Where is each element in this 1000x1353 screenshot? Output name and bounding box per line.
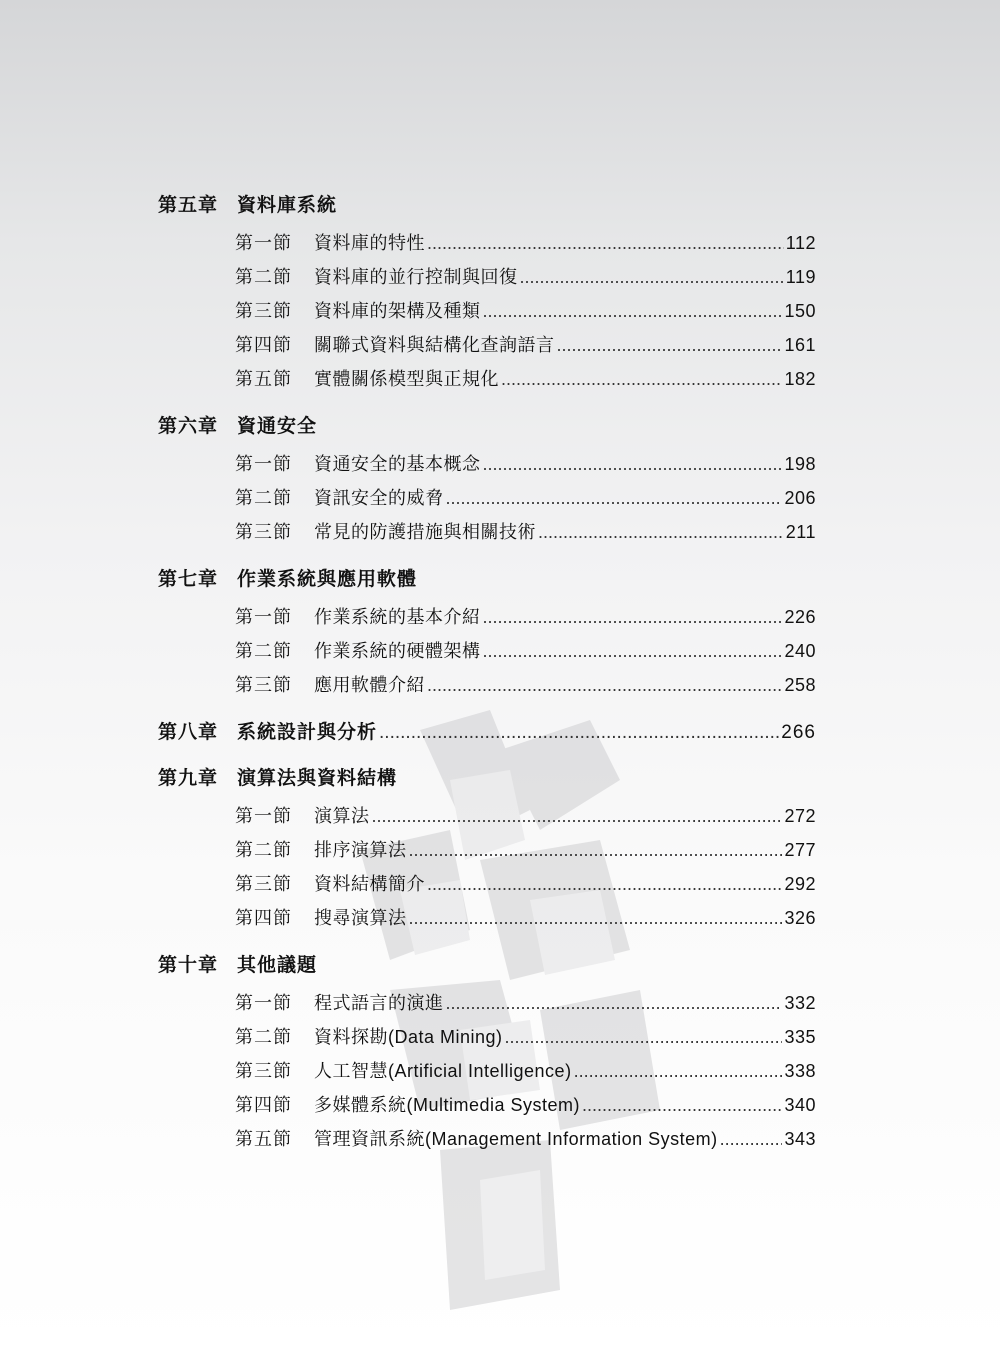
section-entry[interactable]: [235, 229, 816, 255]
section-title: 常見的防護措施與相關技術: [314, 522, 536, 542]
dot-leader: [427, 675, 782, 696]
section-entry[interactable]: [235, 331, 816, 357]
chapter-title: 系統設計與分析: [237, 722, 378, 743]
page-number: 240: [784, 641, 816, 661]
chapter-title: 演算法與資料結構: [237, 768, 398, 789]
section-title: 資料庫的並行控制與回復: [314, 267, 518, 287]
chapter-heading[interactable]: [158, 564, 816, 591]
page-number: 277: [784, 840, 816, 860]
dot-leader: [505, 1027, 783, 1048]
section-number: 第三節: [235, 301, 292, 321]
section-title: 實體關係模型與正規化: [314, 369, 499, 389]
section-number: 第三節: [235, 1061, 292, 1081]
section-title: 關聯式資料與結構化查詢語言: [314, 335, 555, 355]
section-number: 第二節: [235, 267, 292, 287]
section-entry[interactable]: [235, 1057, 816, 1083]
dot-leader: [409, 908, 783, 929]
section-title: 人工智慧(Artificial Intelligence): [314, 1061, 572, 1081]
dot-leader: [483, 641, 783, 662]
section-title: 資料庫的架構及種類: [314, 301, 481, 321]
page-number: 211: [785, 522, 816, 542]
chapter-title: 其他議題: [237, 955, 318, 976]
page-number: 258: [784, 675, 816, 695]
chapter-number: 第六章: [158, 416, 219, 437]
section-number: 第三節: [235, 522, 292, 542]
page-number: 335: [784, 1027, 816, 1047]
page-number: 340: [784, 1095, 816, 1115]
section-entry[interactable]: [235, 904, 816, 930]
page-number: 266: [781, 722, 816, 743]
page-number: 272: [784, 806, 816, 826]
section-title: 管理資訊系統(Management Information System): [314, 1129, 718, 1149]
section-title: 資料探勘(Data Mining): [314, 1027, 503, 1047]
section-entry[interactable]: [235, 802, 816, 828]
page-number: 343: [784, 1129, 816, 1149]
dot-leader: [409, 840, 783, 861]
dot-leader: [574, 1061, 783, 1082]
section-title: 作業系統的基本介紹: [314, 607, 481, 627]
section-number: 第四節: [235, 1095, 292, 1115]
chapter-title: 資料庫系統: [237, 195, 338, 216]
section-entry[interactable]: [235, 1125, 816, 1151]
section-number: 第二節: [235, 840, 292, 860]
section-number: 第三節: [235, 874, 292, 894]
section-title: 排序演算法: [314, 840, 407, 860]
section-number: 第四節: [235, 908, 292, 928]
page-number: 226: [784, 607, 816, 627]
section-entry[interactable]: [235, 637, 816, 663]
chapter-number: 第九章: [158, 768, 219, 789]
page-number: 332: [784, 993, 816, 1013]
section-number: 第四節: [235, 335, 292, 355]
dot-leader: [720, 1129, 783, 1150]
section-entry[interactable]: [235, 365, 816, 391]
section-title: 資訊安全的威脅: [314, 488, 444, 508]
page-number: 119: [785, 267, 816, 287]
page-number: 198: [784, 454, 816, 474]
section-title: 多媒體系統(Multimedia System): [314, 1095, 581, 1115]
section-entry[interactable]: [235, 297, 816, 323]
section-number: 第一節: [235, 806, 292, 826]
section-number: 第一節: [235, 993, 292, 1013]
chapter-number: 第十章: [158, 955, 219, 976]
dot-leader: [446, 488, 783, 509]
section-number: 第五節: [235, 369, 292, 389]
section-entry[interactable]: [235, 518, 816, 544]
dot-leader: [372, 806, 783, 827]
section-entry[interactable]: [235, 989, 816, 1015]
section-number: 第二節: [235, 641, 292, 661]
dot-leader: [483, 607, 783, 628]
section-title: 應用軟體介紹: [314, 675, 425, 695]
section-entry[interactable]: [235, 836, 816, 862]
section-title: 演算法: [314, 806, 370, 826]
dot-leader: [446, 993, 783, 1014]
dot-leader: [379, 722, 779, 744]
chapter-heading[interactable]: [158, 190, 816, 217]
section-number: 第一節: [235, 607, 292, 627]
page-number: 150: [784, 301, 816, 321]
section-title: 資料結構簡介: [314, 874, 425, 894]
section-entry[interactable]: [235, 484, 816, 510]
chapter-title: 作業系統與應用軟體: [237, 569, 418, 590]
section-title: 程式語言的演進: [314, 993, 444, 1013]
page-number: 206: [784, 488, 816, 508]
dot-leader: [427, 874, 782, 895]
section-title: 資料庫的特性: [314, 233, 425, 253]
page-number: 112: [785, 233, 816, 253]
page-number: 326: [784, 908, 816, 928]
dot-leader: [427, 233, 784, 254]
chapter-heading[interactable]: [158, 411, 816, 438]
chapter-title: 資通安全: [237, 416, 318, 437]
section-entry[interactable]: [235, 870, 816, 896]
page-number: 338: [784, 1061, 816, 1081]
section-number: 第二節: [235, 1027, 292, 1047]
dot-leader: [557, 335, 783, 356]
section-title: 搜尋演算法: [314, 908, 407, 928]
section-entry[interactable]: [235, 450, 816, 476]
section-number: 第一節: [235, 454, 292, 474]
dot-leader: [501, 369, 782, 390]
dot-leader: [520, 267, 784, 288]
dot-leader: [538, 522, 784, 543]
section-number: 第三節: [235, 675, 292, 695]
section-number: 第五節: [235, 1129, 292, 1149]
page-number: 161: [784, 335, 816, 355]
section-title: 作業系統的硬體架構: [314, 641, 481, 661]
dot-leader: [483, 301, 783, 322]
chapter-number: 第八章: [158, 722, 219, 743]
section-number: 第一節: [235, 233, 292, 253]
section-title: 資通安全的基本概念: [314, 454, 481, 474]
section-entry[interactable]: [235, 671, 816, 697]
section-entry[interactable]: [235, 263, 816, 289]
chapter-heading[interactable]: [158, 950, 816, 977]
chapter-number: 第七章: [158, 569, 219, 590]
section-entry[interactable]: [235, 1091, 816, 1117]
section-entry[interactable]: [235, 603, 816, 629]
chapter-number: 第五章: [158, 195, 219, 216]
dot-leader: [582, 1095, 782, 1116]
section-entry[interactable]: [235, 1023, 816, 1049]
page-number: 182: [784, 369, 816, 389]
chapter-heading[interactable]: [158, 717, 816, 744]
section-number: 第二節: [235, 488, 292, 508]
chapter-heading[interactable]: [158, 763, 816, 790]
dot-leader: [483, 454, 783, 475]
page-number: 292: [784, 874, 816, 894]
